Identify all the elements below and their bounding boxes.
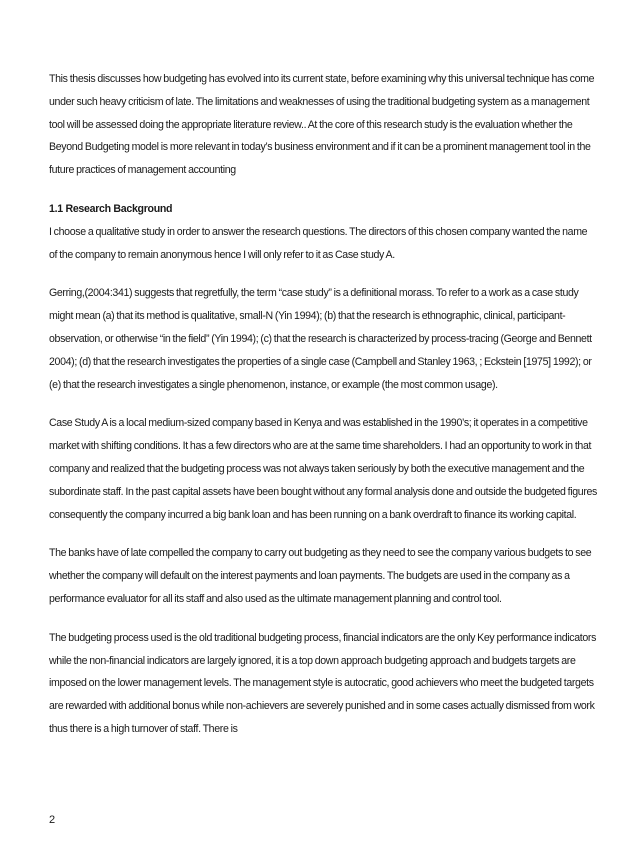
body-paragraph: The budgeting process used is the old traditional budgeting process, financial indicators are the only Key performance indicators while the non-financial indicators are largely ignored, it is a top down approach budgeting approach and budgets targets are imposed on the lower management levels. The management style is autocratic, good achievers who meet the budgeted targets are rewarded with additional bonus while non-achievers are severely punished and in some cases actually dismissed from work thus there is a high turnover of staff. There is — [49, 631, 597, 735]
body-paragraph: Gerring,(2004:341) suggests that regretfully, the term “case study” is a definitional morass. To refer to a work as a case study might mean (a) that its method is qualitative, small-N (Yin 1994); (b) that the research is ethnographic, clinical, participant-observation, or otherwise “in the field” (Yin 1994); (c) that the research is characterized by process-tracing (George and Bennett 2004); (d) that the research investigates the properties of a single case (Campbell and Stanley 1963, ; Eckstein [1975] 1992); or (e) that the research investigates a single phenomenon, instance, or example (the most common usage). — [49, 287, 592, 391]
intro-paragraph: This thesis discusses how budgeting has evolved into its current state, before examining why this universal technique has come under such heavy criticism of late. The limitations and weaknesses of using the traditional budgeting system as a management tool will be assessed doing the appropriate literature review.. At the core of this research study is the evaluation whether the Beyond Budgeting model is more relevant in today’s business environment and if it can be a prominent management tool in the future practices of management accounting — [49, 73, 595, 177]
body-paragraph: Case Study A is a local medium-sized company based in Kenya and was established in the 1990’s; it operates in a competitive market with shifting conditions. It has a few directors who are at the same time shareholders. I had an opportunity to work in that company and realized that the budgeting process was not always taken seriously by both the executive management and the subordinate staff. In the past capital assets have been bought without any formal analysis done and outside the budgeted figures consequently the company incurred a big bank loan and has been running on a bank overdraft to finance its working capital. — [49, 417, 597, 521]
body-paragraph: The banks have of late compelled the company to carry out budgeting as they need to see the company various budgets to see whether the company will default on the interest payments and loan payments. The budgets are used in the company as a performance evaluator for all its staff and also used as the ultimate management planning and control tool. — [49, 547, 592, 605]
page-number: 2 — [49, 814, 56, 826]
research-background-section — [49, 198, 597, 266]
document-page — [49, 68, 597, 757]
section-heading: 1.1 Research Background — [49, 202, 173, 215]
body-paragraph: I choose a qualitative study in order to answer the research questions. The directors of this chosen company wanted the name of the company to remain anonymous hence I will only refer to it as Case study A. — [49, 225, 588, 261]
